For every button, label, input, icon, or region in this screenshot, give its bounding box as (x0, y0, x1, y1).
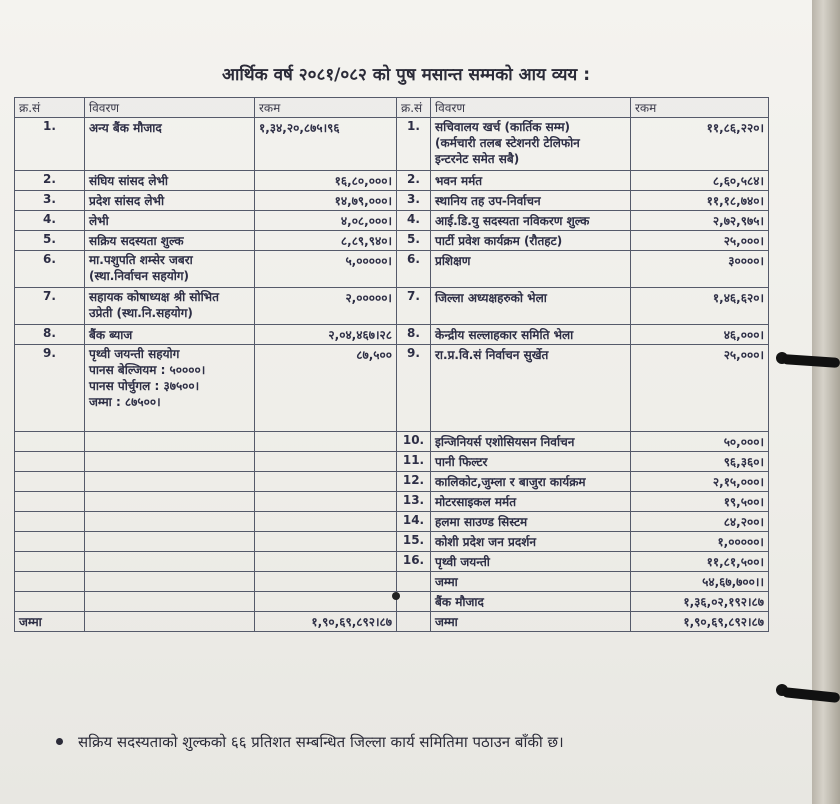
income-desc: सक्रिय सदस्यता शुल्क (85, 231, 255, 251)
header-income-sn: क्र.सं (15, 98, 85, 118)
expense-desc: प्रशिक्षण (431, 251, 631, 288)
table-row (15, 171, 769, 191)
income-desc-line: उप्रेती (स्था.नि.सहयोग) (89, 306, 193, 320)
expense-sn: 16. (397, 552, 431, 572)
income-desc-line: जम्मा : ८७५००। (89, 395, 161, 409)
income-sn: 5. (15, 231, 85, 251)
expense-sn: 2. (397, 171, 431, 191)
header-expense-desc: विवरण (431, 98, 631, 118)
table-row (15, 472, 769, 492)
income-desc: अन्य बैंक मौजाद (85, 118, 255, 171)
header-income-amount: रकम (255, 98, 397, 118)
expense-subtotal-amount: ५४,६७,७००।। (631, 572, 769, 592)
table-row (15, 532, 769, 552)
income-desc-line: (स्था.निर्वाचन सहयोग) (89, 269, 190, 283)
income-sn: 6. (15, 251, 85, 288)
expense-desc-line: (कर्मचारी तलब स्टेशनरी टेलिफोन (435, 136, 580, 150)
income-desc: बैंक ब्याज (85, 325, 255, 345)
expense-amount: १,४६,६२०। (631, 288, 769, 325)
expense-amount: २५,०००। (631, 345, 769, 432)
income-amount: ८७,५०० (255, 345, 397, 432)
expense-amount: ११,१८,७४०। (631, 191, 769, 211)
table-row (15, 325, 769, 345)
expense-desc-line: सचिवालय खर्च (कार्तिक सम्म) (435, 120, 571, 134)
table-row (15, 572, 769, 592)
expense-amount: ११,८६,२२०। (631, 118, 769, 171)
income-sn: 7. (15, 288, 85, 325)
income-amount: १,३४,२०,८७५।९६ (255, 118, 397, 171)
expense-desc: पार्टी प्रवेश कार्यक्रम (रौतहट) (431, 231, 631, 251)
expense-amount: २,१५,०००। (631, 472, 769, 492)
expense-desc: स्थानिय तह उप-निर्वाचन (431, 191, 631, 211)
expense-desc: कोशी प्रदेश जन प्रदर्शन (431, 532, 631, 552)
binder-edge (812, 0, 840, 804)
header-income-desc: विवरण (85, 98, 255, 118)
header-expense-sn: क्र.सं (397, 98, 431, 118)
income-total-amount: १,९०,६९,८९२।८७ (255, 612, 397, 632)
expense-desc: इन्जिनियर्स एशोसियसन निर्वाचन (431, 432, 631, 452)
income-expense-table (14, 97, 769, 632)
income-sn: 1. (15, 118, 85, 171)
expense-desc: रा.प्र.वि.सं निर्वाचन सुर्खेत (431, 345, 631, 432)
income-sn: 3. (15, 191, 85, 211)
expense-amount: १,०००००। (631, 532, 769, 552)
income-desc (85, 288, 255, 325)
expense-sn: 7. (397, 288, 431, 325)
expense-subtotal-label: जम्मा (431, 572, 631, 592)
expense-amount: २५,०००। (631, 231, 769, 251)
income-desc: प्रदेश सांसद लेभी (85, 191, 255, 211)
document-title: आर्थिक वर्ष २०८१/०८२ को पुष मसान्त सम्मको आय व्यय : (221, 65, 591, 85)
income-sn: 4. (15, 211, 85, 231)
expense-sn: 1. (397, 118, 431, 171)
expense-amount: ४६,०००। (631, 325, 769, 345)
expense-desc: केन्द्रीय सल्लाहकार समिति भेला (431, 325, 631, 345)
expense-sn: 15. (397, 532, 431, 552)
expense-amount: ९६,३६०। (631, 452, 769, 472)
table-row (15, 231, 769, 251)
table-row (15, 191, 769, 211)
table-row (15, 492, 769, 512)
table-row (15, 552, 769, 572)
income-desc: संघिय सांसद लेभी (85, 171, 255, 191)
table-row (15, 118, 769, 171)
table-row (15, 512, 769, 532)
income-desc (85, 251, 255, 288)
expense-amount: ११,८१,५००। (631, 552, 769, 572)
table-row (15, 211, 769, 231)
expense-sn: 3. (397, 191, 431, 211)
expense-sn: 14. (397, 512, 431, 532)
expense-amount: १९,५००। (631, 492, 769, 512)
expense-desc: आई.डि.यु सदस्यता नविकरण शुल्क (431, 211, 631, 231)
income-amount: ८,८९,९४०। (255, 231, 397, 251)
income-amount: १६,८०,०००। (255, 171, 397, 191)
expense-amount: ८४,२००। (631, 512, 769, 532)
income-desc-line: मा.पशुपति शम्सेर जबरा (89, 253, 193, 267)
expense-desc: मोटरसाइकल मर्मत (431, 492, 631, 512)
bank-balance-label: बैंक मौजाद (431, 592, 631, 612)
expense-total-label: जम्मा (431, 612, 631, 632)
bullet-icon (56, 738, 63, 745)
expense-sn: 10. (397, 432, 431, 452)
table-row (15, 345, 769, 432)
ink-mark (392, 592, 400, 600)
income-amount: ५,०००००। (255, 251, 397, 288)
table-row (15, 452, 769, 472)
expense-desc (431, 118, 631, 171)
expense-sn: 13. (397, 492, 431, 512)
income-desc-line: पानस बेल्जियम : ५००००। (89, 363, 206, 377)
totals-row (15, 612, 769, 632)
table-row (15, 432, 769, 452)
expense-sn: 12. (397, 472, 431, 492)
expense-amount: ८,६०,५८४। (631, 171, 769, 191)
expense-sn: 9. (397, 345, 431, 432)
expense-sn: 4. (397, 211, 431, 231)
expense-desc: जिल्ला अध्यक्षहरुको भेला (431, 288, 631, 325)
expense-amount: २,७२,९७५। (631, 211, 769, 231)
income-desc: लेभी (85, 211, 255, 231)
income-desc-line: सहायक कोषाध्यक्ष श्री सोभित (89, 290, 219, 304)
income-sn: 9. (15, 345, 85, 432)
expense-desc: पानी फिल्टर (431, 452, 631, 472)
income-desc-line: पृथ्वी जयन्ती सहयोग (89, 347, 180, 361)
expense-sn: 5. (397, 231, 431, 251)
table-row (15, 288, 769, 325)
income-sn: 2. (15, 171, 85, 191)
income-sn: 8. (15, 325, 85, 345)
expense-amount: ५०,०००। (631, 432, 769, 452)
income-amount: २,०००००। (255, 288, 397, 325)
expense-desc: हलमा साउण्ड सिस्टम (431, 512, 631, 532)
bank-balance-amount: १,३६,०२,१९२।८७ (631, 592, 769, 612)
expense-sn: 6. (397, 251, 431, 288)
expense-desc: भवन मर्मत (431, 171, 631, 191)
income-desc-line: पानस पोर्चुगल : ३७५००। (89, 379, 200, 393)
expense-total-amount: १,९०,६९,८९२।८७ (631, 612, 769, 632)
footnote: सक्रिय सदस्यताको शुल्कको ६६ प्रतिशत सम्बन्धित जिल्ला कार्य समितिमा पठाउन बाँकी छ। (78, 733, 564, 751)
income-amount: १४,७९,०००। (255, 191, 397, 211)
income-amount: ४,०८,०००। (255, 211, 397, 231)
expense-desc-line: इन्टरनेट समेत सबै) (435, 152, 520, 166)
expense-desc: कालिकोट,जुम्ला र बाजुरा कार्यक्रम (431, 472, 631, 492)
expense-desc: पृथ्वी जयन्ती (431, 552, 631, 572)
header-expense-amount: रकम (631, 98, 769, 118)
income-amount: २,०४,४६७।२८ (255, 325, 397, 345)
table-header-row (15, 98, 769, 118)
expense-sn: 8. (397, 325, 431, 345)
table-row (15, 251, 769, 288)
income-total-label: जम्मा (15, 612, 85, 632)
expense-amount: ३००००। (631, 251, 769, 288)
income-desc (85, 345, 255, 432)
expense-sn: 11. (397, 452, 431, 472)
